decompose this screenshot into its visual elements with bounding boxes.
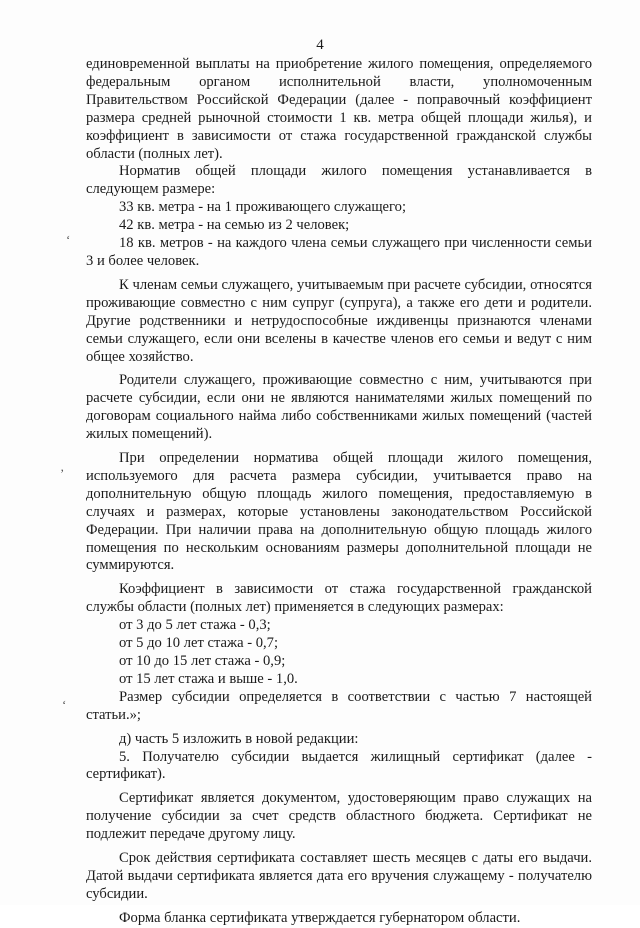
paragraph: При определении норматива общей площади жилого помещения, используемого для расчета размера субсидии, учитывается право на дополнительную общую площадь жилого помещения, предоставляемую в случаях и размерах, которые установлены законодательством Российской Федерации. При наличии права на дополнительную общую площадь жилого помещения по нескольким основаниям размеры дополнительной площади не суммируются. [86,450,592,574]
paragraph: Размер субсидии определяется в соответствии с частью 7 настоящей статьи.»; [86,688,592,723]
margin-tick-mark: ‘ [66,232,71,247]
paragraph: от 10 до 15 лет стажа - 0,9; [119,653,286,669]
paragraph: 42 кв. метра - на семью из 2 человек; [119,217,350,234]
margin-tick-mark: ‚ [60,459,65,474]
paragraph: д) часть 5 изложить в новой редакции: [119,730,359,747]
paragraph: от 5 до 10 лет стажа - 0,7; [119,635,278,652]
paragraph: 18 кв. метров - на каждого члена семьи служащего при численности семьи 3 и более человек. [86,235,592,269]
page-number: 4 [316,37,324,53]
paragraph: Срок действия сертификата составляет шесть месяцев с даты его выдачи. Датой выдачи сертификата является дата его вручения служащему - получателю субсидии. [86,850,592,902]
paragraph: Сертификат является документом, удостоверяющим право служащих на получение субсидии за счет средств областного бюджета. Сертификат не подлежит передаче другому лицу. [86,790,592,843]
paragraph: Форма бланка сертификата утверждается губернатором области. [119,909,521,926]
document-body [86,56,592,928]
paragraph: Коэффициент в зависимости от стажа государственной гражданской службы области (полных лет) применяется в следующих размерах: [86,581,592,616]
paragraph: Норматив общей площади жилого помещения устанавливается в следующем размере: [86,163,592,198]
paragraph: 5. Получателю субсидии выдается жилищный сертификат (далее - сертификат). [86,748,592,783]
paragraph: К членам семьи служащего, учитываемым при расчете субсидии, относятся проживающие совместно с ним супруг (супруга), а также его дети и родители. Другие родственники и нетрудоспособные иждивенцы признаются членами семьи служащего, если они вселены в качестве членов его семьи и ведут с ним общее хозяйство. [86,276,592,365]
paragraph: от 15 лет стажа и выше - 1,0. [119,670,298,687]
margin-tick-mark: ‘ [62,697,67,712]
paragraph: от 3 до 5 лет стажа - 0,3; [119,617,271,634]
paragraph: единовременной выплаты на приобретение жилого помещения, определяемого федеральным органом исполнительной власти, уполномоченным Правительством Российской Федерации (далее - поправочный коэффициент размера средней рыночной стоимости 1 кв. метра общей площади жилья), и коэффициент в зависимости от стажа государственной гражданской службы области (полных лет). [86,56,592,162]
paragraph: 33 кв. метра - на 1 проживающего служащего; [119,199,407,216]
paragraph: Родители служащего, проживающие совместно с ним, учитываются при расчете субсидии, если они не являются нанимателями жилых помещений по договорам социального найма либо собственниками жилых помещений (частей жилых помещений). [86,372,592,443]
